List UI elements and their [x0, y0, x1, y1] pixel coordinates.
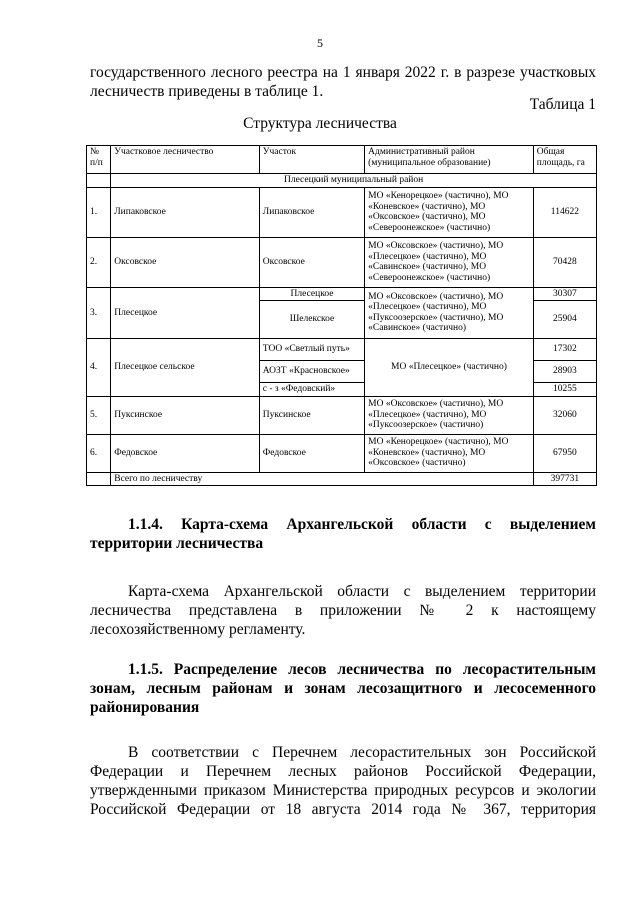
paragraph-line: лесохозяйственному регламенту.	[90, 621, 306, 638]
row-forestry: Федовское	[111, 434, 260, 472]
row-area: 28903	[533, 361, 596, 383]
row-forestry: Плесецкое сельское	[111, 339, 260, 397]
heading-line: 1.1.5. Распределение лесов лесничества по лесорастительным	[128, 661, 596, 678]
row-site: Плесецкое	[259, 287, 364, 301]
forestry-structure-table	[86, 145, 597, 486]
table-district-row	[87, 174, 597, 188]
page-number: 5	[317, 36, 323, 50]
total-area: 397731	[533, 472, 596, 486]
heading-line: зонам, лесным районам и зонам лесозащитного и лесосеменного	[90, 680, 596, 697]
row-area: 70428	[533, 237, 596, 287]
row-forestry: Оксовское	[111, 237, 260, 287]
row-forestry: Пуксинское	[111, 396, 260, 434]
row-num: 5.	[87, 396, 111, 434]
row-site: Липаковское	[259, 187, 364, 237]
row-district: МО «Плесецкое» (частично)	[365, 339, 534, 397]
intro-line: лесничеств приведены в таблице 1.	[90, 83, 324, 100]
table-total-row	[87, 472, 597, 486]
paragraph-line: лесничества представлена в приложении № 2 к настоящему	[90, 602, 596, 619]
table-row	[87, 434, 597, 472]
row-num: 1.	[87, 187, 111, 237]
row-area: 17302	[533, 339, 596, 361]
section-114-paragraph	[90, 582, 596, 639]
paragraph-line: В соответствии с Перечнем лесорастительных зон Российской	[128, 744, 596, 761]
row-site: Пуксинское	[259, 396, 364, 434]
row-num: 2.	[87, 237, 111, 287]
row-site: Федовское	[259, 434, 364, 472]
table-cell	[87, 174, 111, 188]
row-site: ТОО «Светлый путь»	[259, 339, 364, 361]
row-district: МО «Кенорецкое» (частично), МО «Коневское» (частично), МО «Оксовское» (частично)	[365, 434, 534, 472]
row-num: 3.	[87, 287, 111, 339]
paragraph-line: Карта-схема Архангельской области с выделением территории	[128, 583, 596, 600]
paragraph-line: Федерации и Перечнем лесных районов Российской Федерации,	[90, 763, 596, 780]
row-forestry: Липаковское	[111, 187, 260, 237]
row-area: 32060	[533, 396, 596, 434]
intro-paragraph	[90, 63, 596, 101]
row-num: 6.	[87, 434, 111, 472]
row-area: 114622	[533, 187, 596, 237]
row-area: 67950	[533, 434, 596, 472]
header-site: Участок	[259, 146, 364, 174]
paragraph-line: Российской Федерации от 18 августа 2014 года № 367, территория	[90, 801, 596, 818]
row-area: 25904	[533, 301, 596, 339]
row-district: МО «Кенорецкое» (частично), МО «Коневское» (частично), МО «Оксовское» (частично), МО «Североонежское» (частично)	[365, 187, 534, 237]
table-label: Таблица 1	[529, 96, 596, 113]
row-site: АОЗТ «Красновское»	[259, 361, 364, 383]
row-site: с - з «Федовский»	[259, 383, 364, 397]
heading-line: территории лесничества	[90, 535, 264, 552]
row-forestry: Плесецкое	[111, 287, 260, 339]
section-heading-115	[90, 660, 596, 717]
table-cell	[87, 472, 111, 486]
header-area: Общая площадь, га	[533, 146, 596, 174]
table-row	[87, 339, 597, 361]
heading-line: 1.1.4. Карта-схема Архангельской области с выделением	[128, 516, 596, 533]
row-district: МО «Оксовское» (частично), МО «Плесецкое» (частично), МО «Пуксоозерское» (частично)	[365, 396, 534, 434]
row-area: 30307	[533, 287, 596, 301]
row-site: Шелекское	[259, 301, 364, 339]
table-row	[87, 237, 597, 287]
header-forestry: Участковое лесничество	[111, 146, 260, 174]
table-title: Структура лесничества	[243, 115, 397, 132]
section-heading-114	[90, 515, 596, 553]
header-district: Административный район (муниципальное образование)	[365, 146, 534, 174]
row-district: МО «Оксовское» (частично), МО «Плесецкое» (частично), МО «Пуксоозерское» (частично), МО «Савинское» (частично)	[365, 287, 534, 339]
section-115-paragraph	[90, 743, 596, 819]
header-num: № п/п	[87, 146, 111, 174]
row-site: Оксовское	[259, 237, 364, 287]
heading-line: районирования	[90, 699, 200, 716]
district-caption: Плесецкий муниципальный район	[111, 174, 597, 188]
table-row	[87, 187, 597, 237]
paragraph-line: утвержденными приказом Министерства природных ресурсов и экологии	[90, 782, 596, 799]
total-label: Всего по лесничеству	[111, 472, 534, 486]
row-num: 4.	[87, 339, 111, 397]
row-district: МО «Оксовское» (частично), МО «Плесецкое» (частично), МО «Савинское» (частично), МО «Североонежское» (частично)	[365, 237, 534, 287]
table-header-row	[87, 146, 597, 174]
row-area: 10255	[533, 383, 596, 397]
intro-line: государственного лесного реестра на 1 января 2022 г. в разрезе участковых	[90, 64, 596, 81]
table-row	[87, 396, 597, 434]
table-row	[87, 287, 597, 301]
